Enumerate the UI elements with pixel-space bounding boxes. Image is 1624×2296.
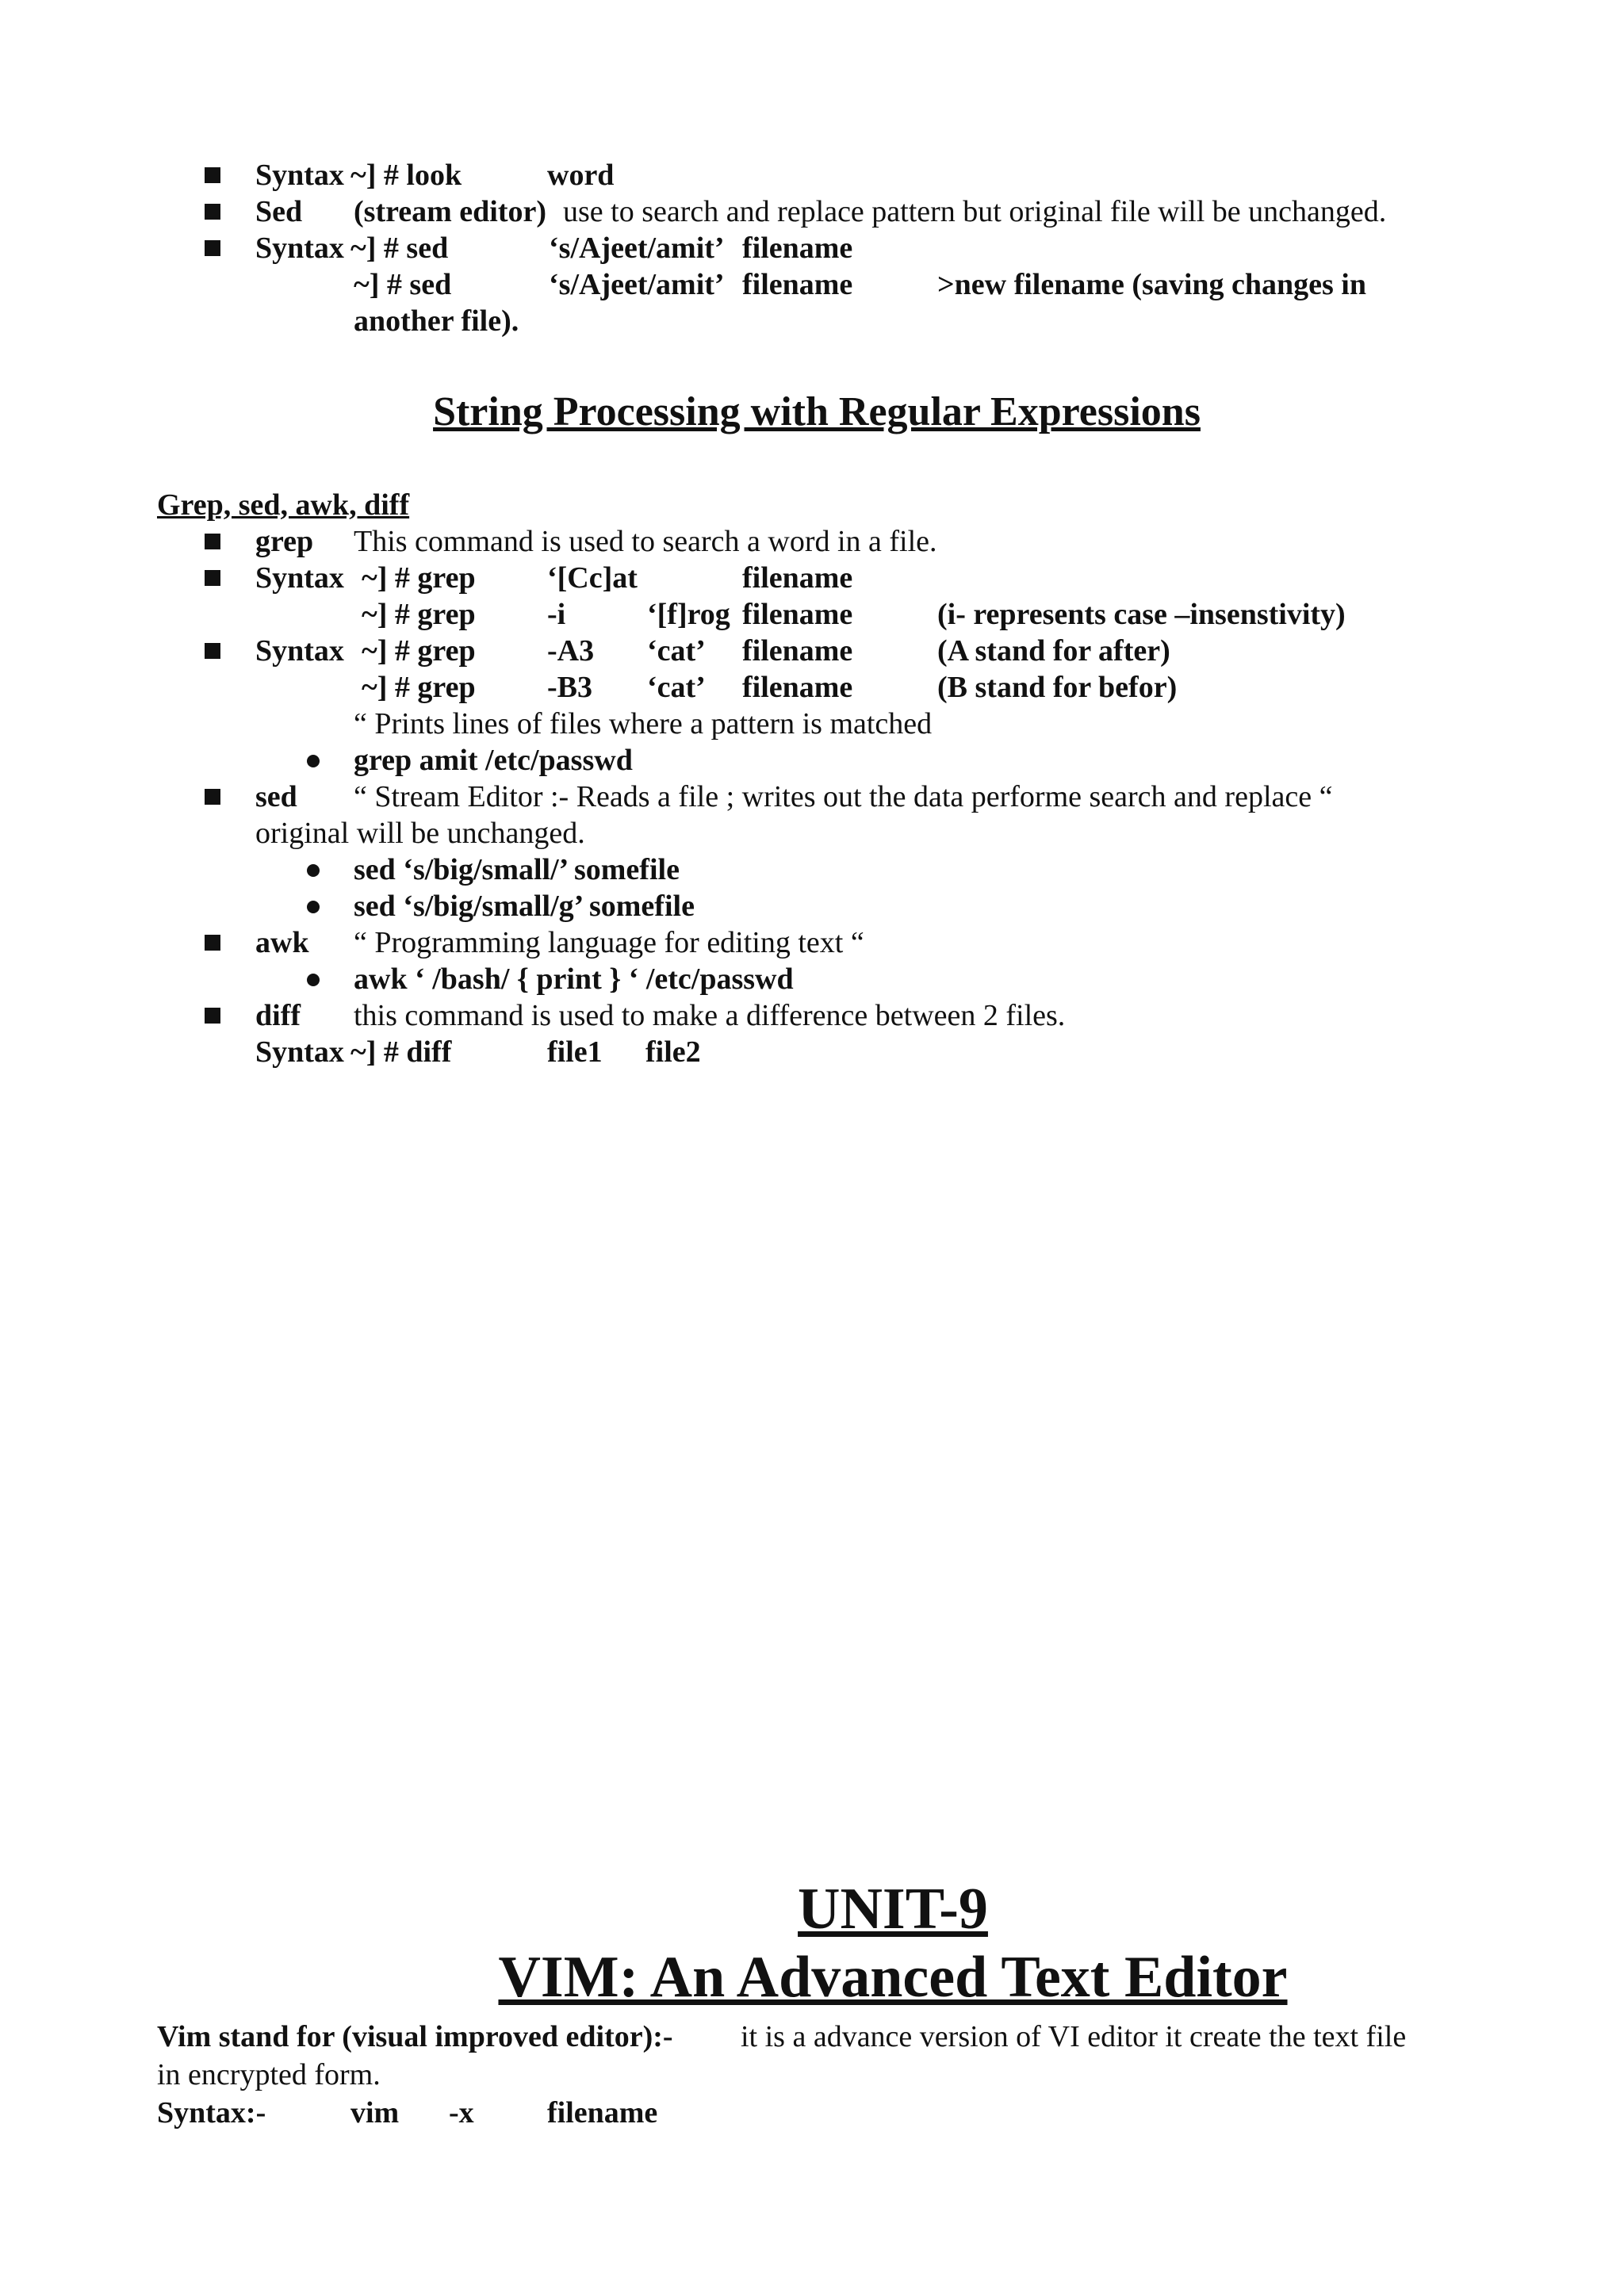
vim-syntax-file: filename <box>547 2096 658 2130</box>
diff-description: this command is used to make a difference between 2 files. <box>354 999 1066 1032</box>
diff-syntax-file1: file1 <box>547 1035 603 1069</box>
square-bullet-icon <box>205 935 220 951</box>
grep-syntax1-label: Syntax <box>255 561 344 595</box>
square-bullet-icon <box>205 167 220 183</box>
grep-syntax2-pattern: ‘[f]rog <box>647 598 730 631</box>
sed-term: (stream editor) <box>354 195 547 228</box>
square-bullet-icon <box>205 643 220 659</box>
round-bullet-icon <box>307 974 320 986</box>
round-bullet-icon <box>307 864 320 877</box>
sed-example-2: sed ‘s/big/small/g’ somefile <box>354 890 695 923</box>
sed-section-description-continued: original will be unchanged. <box>255 817 585 850</box>
sed-description: use to search and replace pattern but original file will be unchanged. <box>563 195 1387 228</box>
grep-syntax2-file: filename <box>742 598 853 631</box>
grep-syntax4-flag: -B3 <box>547 671 592 704</box>
awk-label: awk <box>255 926 309 959</box>
grep-syntax4-note: (B stand for befor) <box>937 671 1178 704</box>
diff-syntax-command: ~] # diff <box>350 1035 452 1069</box>
grep-label: grep <box>255 525 314 558</box>
round-bullet-icon <box>307 901 320 913</box>
square-bullet-icon <box>205 240 220 256</box>
grep-syntax2-command: ~] # grep <box>362 598 476 631</box>
square-bullet-icon <box>205 534 220 549</box>
awk-description: “ Programming language for editing text “ <box>354 926 864 959</box>
grep-syntax1-command: ~] # grep <box>362 561 476 595</box>
grep-syntax2-flag: -i <box>547 598 566 631</box>
grep-example: grep amit /etc/passwd <box>354 744 633 777</box>
grep-syntax3-file: filename <box>742 634 853 668</box>
awk-example: awk ‘ /bash/ { print } ‘ /etc/passwd <box>354 962 794 996</box>
vim-syntax-command: vim <box>350 2096 400 2130</box>
diff-syntax-file2: file2 <box>645 1035 701 1069</box>
diff-label: diff <box>255 999 301 1032</box>
unit-title: UNIT-9 <box>798 1877 988 1942</box>
sed-syntax-pattern: ‘s/Ajeet/amit’ <box>549 232 725 265</box>
sed-syntax2-note: >new filename (saving changes in <box>937 268 1366 301</box>
square-bullet-icon <box>205 570 220 586</box>
round-bullet-icon <box>307 755 320 767</box>
sed-example-1: sed ‘s/big/small/’ somefile <box>354 853 680 886</box>
grep-syntax4-pattern: ‘cat’ <box>647 671 706 704</box>
vim-syntax-flag: -x <box>449 2096 474 2130</box>
grep-syntax1-pattern: ‘[Cc]at <box>547 561 638 595</box>
sed-syntax2-command: ~] # sed <box>354 268 452 301</box>
vim-intro-bold: Vim stand for (visual improved editor):- <box>157 2020 673 2053</box>
sed-section-description: “ Stream Editor :- Reads a file ; writes out the data performe search and replace “ <box>354 780 1333 813</box>
square-bullet-icon <box>205 1008 220 1024</box>
grep-syntax4-command: ~] # grep <box>362 671 476 704</box>
grep-syntax3-command: ~] # grep <box>362 634 476 668</box>
section-subheading: Grep, sed, awk, diff <box>157 488 410 522</box>
grep-syntax3-note: (A stand for after) <box>937 634 1170 668</box>
sed-syntax2-note-continued: another file). <box>354 304 519 338</box>
grep-description: This command is used to search a word in a file. <box>354 525 937 558</box>
grep-syntax3-flag: -A3 <box>547 634 595 668</box>
sed-syntax2-file: filename <box>742 268 853 301</box>
look-argument: word <box>547 159 615 192</box>
sed-label: Sed <box>255 195 303 228</box>
diff-syntax-label: Syntax <box>255 1035 344 1069</box>
look-command: ~] # look <box>350 159 462 192</box>
grep-syntax3-pattern: ‘cat’ <box>647 634 706 668</box>
square-bullet-icon <box>205 789 220 805</box>
vim-intro-text: it is a advance version of VI editor it create the text file <box>741 2020 1407 2053</box>
section-heading: String Processing with Regular Expressions <box>433 389 1201 434</box>
sed-syntax-file: filename <box>742 232 853 265</box>
sed-section-label: sed <box>255 780 297 813</box>
grep-syntax3-label: Syntax <box>255 634 344 668</box>
look-syntax-label: Syntax <box>255 159 344 192</box>
sed-syntax-command: ~] # sed <box>350 232 449 265</box>
unit-subtitle: VIM: An Advanced Text Editor <box>498 1945 1288 2010</box>
vim-intro-continued: in encrypted form. <box>157 2058 381 2091</box>
vim-syntax-label: Syntax:- <box>157 2096 266 2130</box>
sed-syntax-label: Syntax <box>255 232 344 265</box>
grep-syntax2-note: (i- represents case –insenstivity) <box>937 598 1346 631</box>
sed-syntax2-pattern: ‘s/Ajeet/amit’ <box>549 268 725 301</box>
grep-syntax4-file: filename <box>742 671 853 704</box>
grep-syntax1-file: filename <box>742 561 853 595</box>
square-bullet-icon <box>205 204 220 220</box>
grep-quote: “ Prints lines of files where a pattern is matched <box>354 707 933 740</box>
